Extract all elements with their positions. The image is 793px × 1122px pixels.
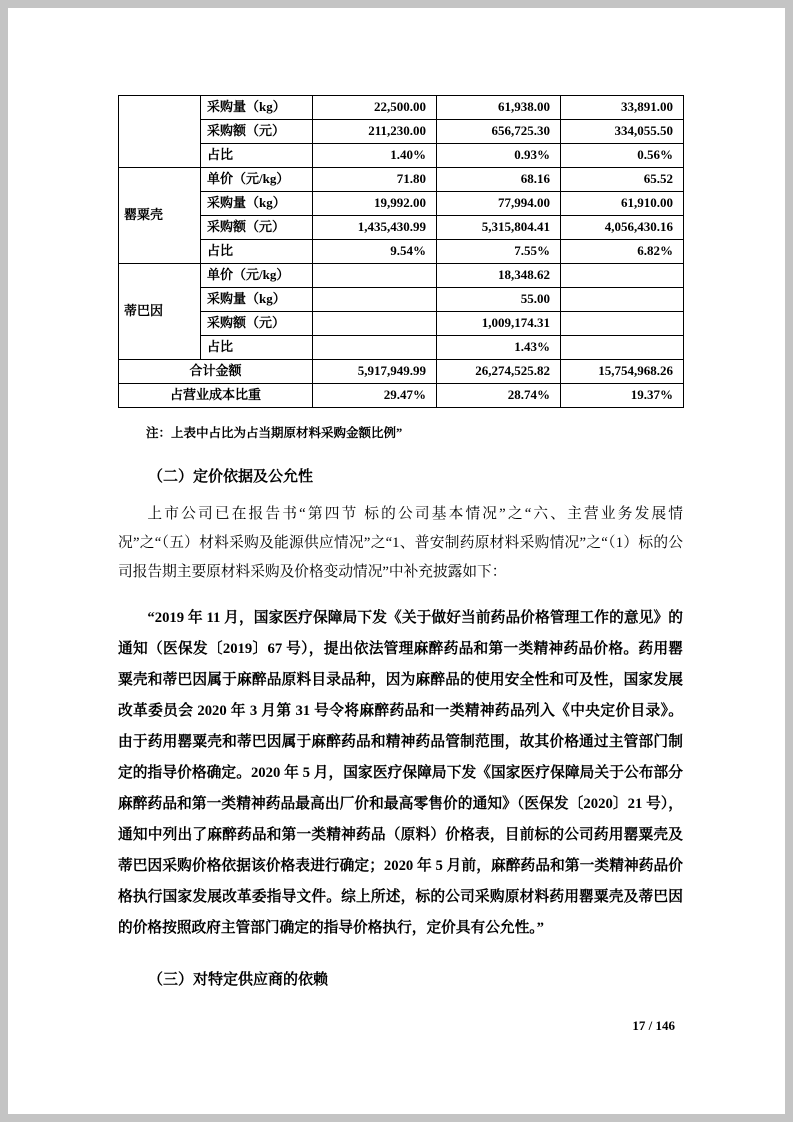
materials-purchase-table-body	[119, 96, 684, 408]
table-value-cell: 28.74%	[437, 384, 561, 408]
table-metric-label: 占比	[201, 336, 313, 360]
table-metric-label: 采购额（元）	[201, 312, 313, 336]
table-value-cell: 211,230.00	[313, 120, 437, 144]
table-row	[119, 360, 684, 384]
table-value-cell: 22,500.00	[313, 96, 437, 120]
table-value-cell	[313, 336, 437, 360]
table-value-cell: 19,992.00	[313, 192, 437, 216]
pricing-intro-paragraph: 上市公司已在报告书“第四节 标的公司基本情况”之“六、主营业务发展情况”之“（五）材料采购及能源供应情况”之“1、普安制药原材料采购情况”之“（1）标的公司报告期主要原材料采购及价格变动情况”中补充披露如下：	[118, 506, 683, 580]
table-value-cell	[313, 312, 437, 336]
table-metric-label: 采购量（kg）	[201, 288, 313, 312]
table-value-cell	[561, 264, 684, 288]
table-value-cell: 0.93%	[437, 144, 561, 168]
table-group-label: 罂粟壳	[119, 168, 201, 264]
table-value-cell	[313, 288, 437, 312]
table-row	[119, 120, 684, 144]
table-value-cell: 19.37%	[561, 384, 684, 408]
table-value-cell	[313, 264, 437, 288]
table-value-cell: 1,009,174.31	[437, 312, 561, 336]
table-row	[119, 264, 684, 288]
table-row	[119, 168, 684, 192]
materials-purchase-table	[118, 95, 684, 408]
table-value-cell	[561, 288, 684, 312]
table-row	[119, 144, 684, 168]
pricing-quote-paragraph: “2019 年 11 月，国家医疗保障局下发《关于做好当前药品价格管理工作的意见》的通知（医保发〔2019〕67 号），提出依法管理麻醉药品和第一类精神药品价格。药用罂粟壳和蒂巴因属于麻醉品原料目录品种，因为麻醉品的使用安全性和可及性，国家发展改革委员会 2020 年 3 月第 31 号令将麻醉药品和一类精神药品列入《中央定价目录》。由于药用罂粟壳和蒂巴因属于麻醉药品和精神药品管制范围，故其价格通过主管部门制定的指导价格确定。2020 年 5 月，国家医疗保障局下发《国家医疗保障局关于公布部分麻醉药品和第一类精神药品最高出厂价和最高零售价的通知》（医保发〔2020〕21 号），通知中列出了麻醉药品和第一类精神药品（原料）价格表，目前标的公司药用罂粟壳及蒂巴因采购价格依据该价格表进行确定；2020 年 5 月前，麻醉药品和第一类精神药品价格执行国家发展改革委指导文件。综上所述，标的公司采购原材料药用罂粟壳及蒂巴因的价格按照政府主管部门确定的指导价格执行，定价具有公允性。”	[118, 610, 683, 936]
table-row	[119, 216, 684, 240]
table-value-cell: 65.52	[561, 168, 684, 192]
table-metric-label: 采购量（kg）	[201, 96, 313, 120]
table-value-cell: 61,910.00	[561, 192, 684, 216]
table-value-cell: 77,994.00	[437, 192, 561, 216]
table-value-cell: 656,725.30	[437, 120, 561, 144]
table-value-cell: 0.56%	[561, 144, 684, 168]
section-heading-pricing: （二）定价依据及公允性	[148, 469, 314, 485]
table-group-label	[119, 96, 201, 168]
table-value-cell: 5,315,804.41	[437, 216, 561, 240]
table-row	[119, 192, 684, 216]
table-value-cell: 7.55%	[437, 240, 561, 264]
table-value-cell: 33,891.00	[561, 96, 684, 120]
table-value-cell: 9.54%	[313, 240, 437, 264]
table-metric-label: 采购量（kg）	[201, 192, 313, 216]
table-value-cell: 5,917,949.99	[313, 360, 437, 384]
table-value-cell: 18,348.62	[437, 264, 561, 288]
table-group-label: 蒂巴因	[119, 264, 201, 360]
table-value-cell: 1,435,430.99	[313, 216, 437, 240]
page-content	[118, 95, 683, 989]
table-value-cell: 334,055.50	[561, 120, 684, 144]
table-metric-label: 占比	[201, 144, 313, 168]
table-value-cell: 15,754,968.26	[561, 360, 684, 384]
table-total-label: 合计金额	[119, 360, 313, 384]
table-value-cell: 61,938.00	[437, 96, 561, 120]
table-metric-label: 占比	[201, 240, 313, 264]
table-value-cell: 26,274,525.82	[437, 360, 561, 384]
table-total-label: 占营业成本比重	[119, 384, 313, 408]
document-page	[8, 8, 785, 1114]
table-metric-label: 采购额（元）	[201, 120, 313, 144]
table-value-cell: 1.43%	[437, 336, 561, 360]
table-row	[119, 288, 684, 312]
table-metric-label: 单价（元/kg）	[201, 168, 313, 192]
page-number: 17 / 146	[632, 1018, 675, 1033]
table-value-cell: 55.00	[437, 288, 561, 312]
table-value-cell: 71.80	[313, 168, 437, 192]
table-value-cell: 29.47%	[313, 384, 437, 408]
table-row	[119, 384, 684, 408]
table-value-cell	[561, 312, 684, 336]
table-value-cell	[561, 336, 684, 360]
table-value-cell: 4,056,430.16	[561, 216, 684, 240]
table-metric-label: 采购额（元）	[201, 216, 313, 240]
table-row	[119, 312, 684, 336]
table-value-cell: 68.16	[437, 168, 561, 192]
section-heading-dependency: （三）对特定供应商的依赖	[148, 972, 329, 988]
table-note: 注：上表中占比为占当期原材料采购金额比例”	[146, 426, 403, 440]
table-row	[119, 96, 684, 120]
table-value-cell: 1.40%	[313, 144, 437, 168]
table-row	[119, 240, 684, 264]
table-row	[119, 336, 684, 360]
table-value-cell: 6.82%	[561, 240, 684, 264]
table-metric-label: 单价（元/kg）	[201, 264, 313, 288]
